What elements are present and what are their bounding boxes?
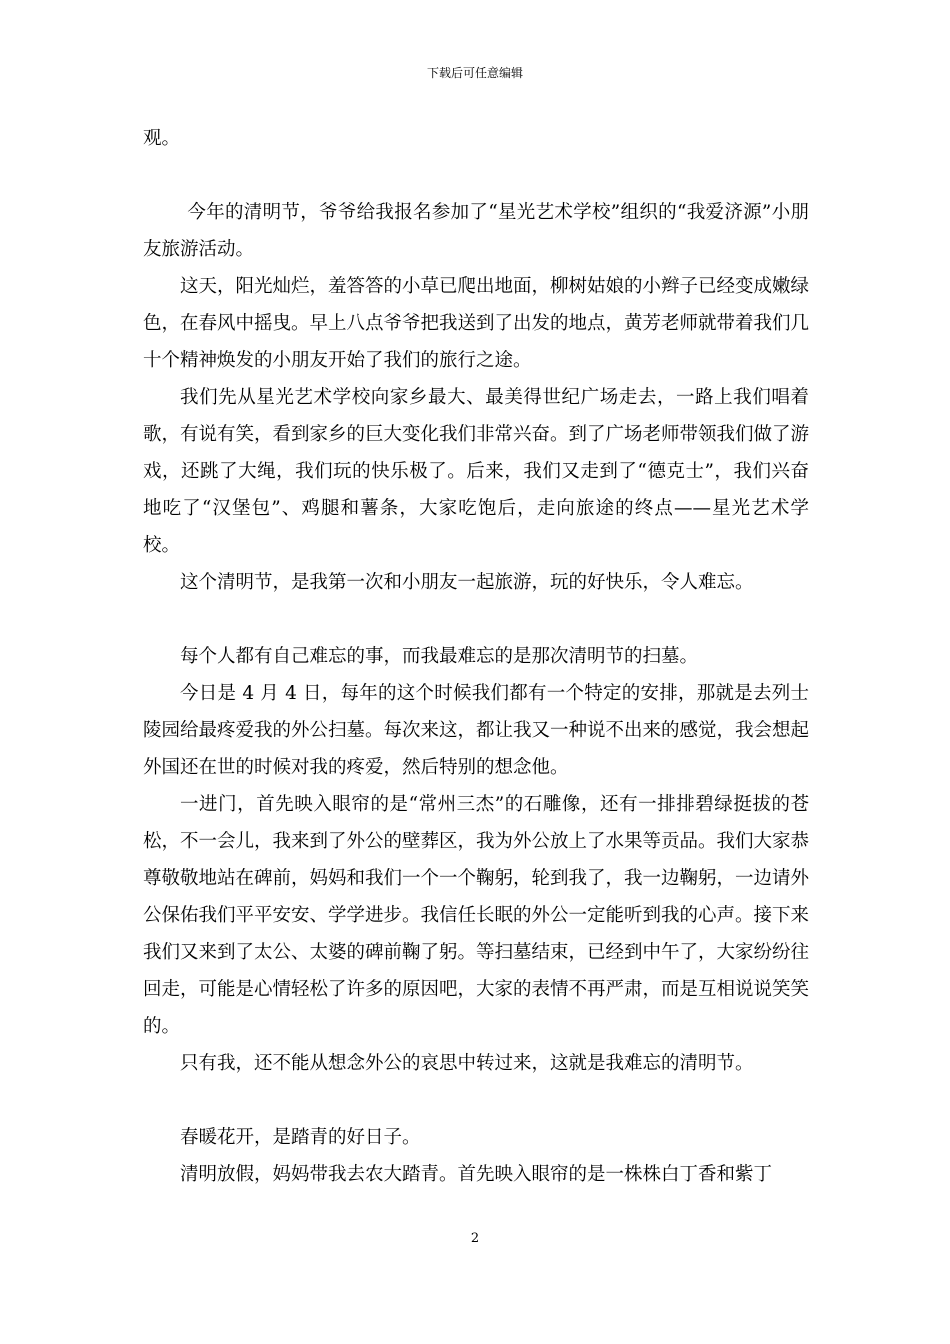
paragraph: 今日是 4 月 4 日，每年的这个时候我们都有一个特定的安排，那就是去列士陵园给最疼爱我的外公扫墓。每次来这，都让我又一种说不出来的感觉，我会想起外国还在世的时候对我的疼爱，然后特别的想念他。 xyxy=(143,683,810,778)
paragraph: 我们先从星光艺术学校向家乡最大、最美得世纪广场走去，一路上我们唱着歌，有说有笑，看到家乡的巨大变化我们非常兴奋。到了广场老师带领我们做了游戏，还跳了大绳，我们玩的快乐极了。后来，我们又走到了“德克士”，我们兴奋地吃了“汉堡包”、鸡腿和薯条，大家吃饱后，走向旅途的终点——星光艺术学校。 xyxy=(143,387,810,556)
document-body xyxy=(143,120,809,1193)
paragraph-gap xyxy=(143,157,809,194)
paragraph: 春暖花开，是踏青的好日子。 xyxy=(180,1127,421,1148)
paragraph-gap xyxy=(143,601,809,638)
paragraph: 这天，阳光灿烂，羞答答的小草已爬出地面，柳树姑娘的小辫子已经变成嫩绿色，在春风中摇曳。早上八点爷爷把我送到了出发的地点，黄芳老师就带着我们几十个精神焕发的小朋友开始了我们的旅行之途。 xyxy=(143,276,810,371)
paragraph: 一进门，首先映入眼帘的是“常州三杰”的石雕像，还有一排排碧绿挺拔的苍松，不一会儿，我来到了外公的壁葬区，我为外公放上了水果等贡品。我们大家恭尊敬敬地站在碑前，妈妈和我们一个一个鞠躬，轮到我了，我一边鞠躬，一边请外公保佑我们平平安安、学学进步。我信任长眠的外公一定能听到我的心声。接下来我们又来到了太公、太婆的碑前鞠了躬。等扫墓结束，已经到中午了，大家纷纷往回走，可能是心情轻松了许多的原因吧，大家的表情不再严肃，而是互相说说笑笑的。 xyxy=(143,794,810,1037)
paragraph: 清明放假，妈妈带我去农大踏青。首先映入眼帘的是一株株白丁香和紫丁 xyxy=(180,1164,773,1185)
paragraph-continuation: 观。 xyxy=(143,128,181,149)
paragraph: 只有我，还不能从想念外公的哀思中转过来，这就是我难忘的清明节。 xyxy=(180,1053,754,1074)
paragraph: 今年的清明节，爷爷给我报名参加了“星光艺术学校”组织的“我爱济源”小朋友旅游活动。 xyxy=(143,202,809,260)
paragraph: 每个人都有自己难忘的事，而我最难忘的是那次清明节的扫墓。 xyxy=(180,646,699,667)
page-number: 2 xyxy=(470,1231,480,1246)
paragraph: 这个清明节，是我第一次和小朋友一起旅游，玩的好快乐，令人难忘。 xyxy=(180,572,754,593)
page-header: 下载后可任意编辑 xyxy=(426,66,523,80)
paragraph-gap xyxy=(143,1082,809,1119)
